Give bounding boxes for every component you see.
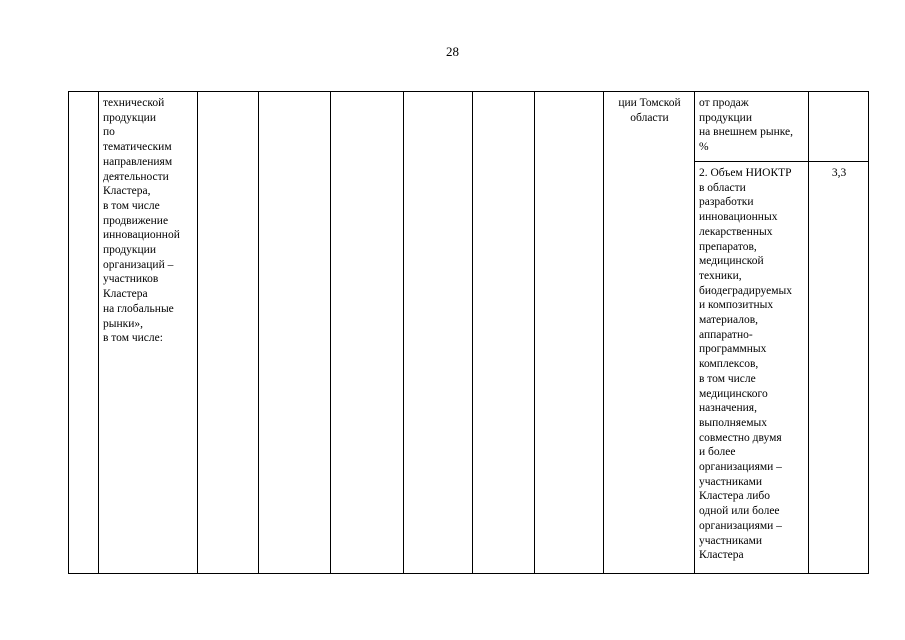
value-text: 3,3 [831,167,847,179]
description-cell [99,92,198,574]
indicators-table [68,91,869,574]
value-cell [809,92,869,162]
empty-cell [198,92,259,574]
region-cell [604,92,695,574]
indicator-text: 2. Объем НИОКТР в области разработки инновационных лекарственных препаратов, медицинской техники, биодеградируемых и композитных материалов, аппаратно- программных комплексов, в том числе медицинского назначения, выполняемых совместно двумя и более организациями – участниками Кластера либо одной или более организациями – участниками Кластера [699,167,793,562]
value-cell [809,162,869,574]
empty-cell [473,92,535,574]
empty-cell [535,92,604,574]
empty-cell [404,92,473,574]
empty-cell [331,92,404,574]
indicator-text: от продаж продукции на внешнем рынке, % [699,97,793,154]
indicator-cell [695,162,809,574]
empty-cell [259,92,331,574]
number-cell [69,92,99,574]
table-row [69,92,869,162]
description-text: технической продукции по тематическим направлениям деятельности Кластера, в том числе продвижение инновационной продукции организаций – участников Кластера на глобальные рынки», в том числе: [103,97,180,345]
page-number: 28 [446,44,459,59]
indicator-cell [695,92,809,162]
region-text: ции Томской области [618,97,681,124]
